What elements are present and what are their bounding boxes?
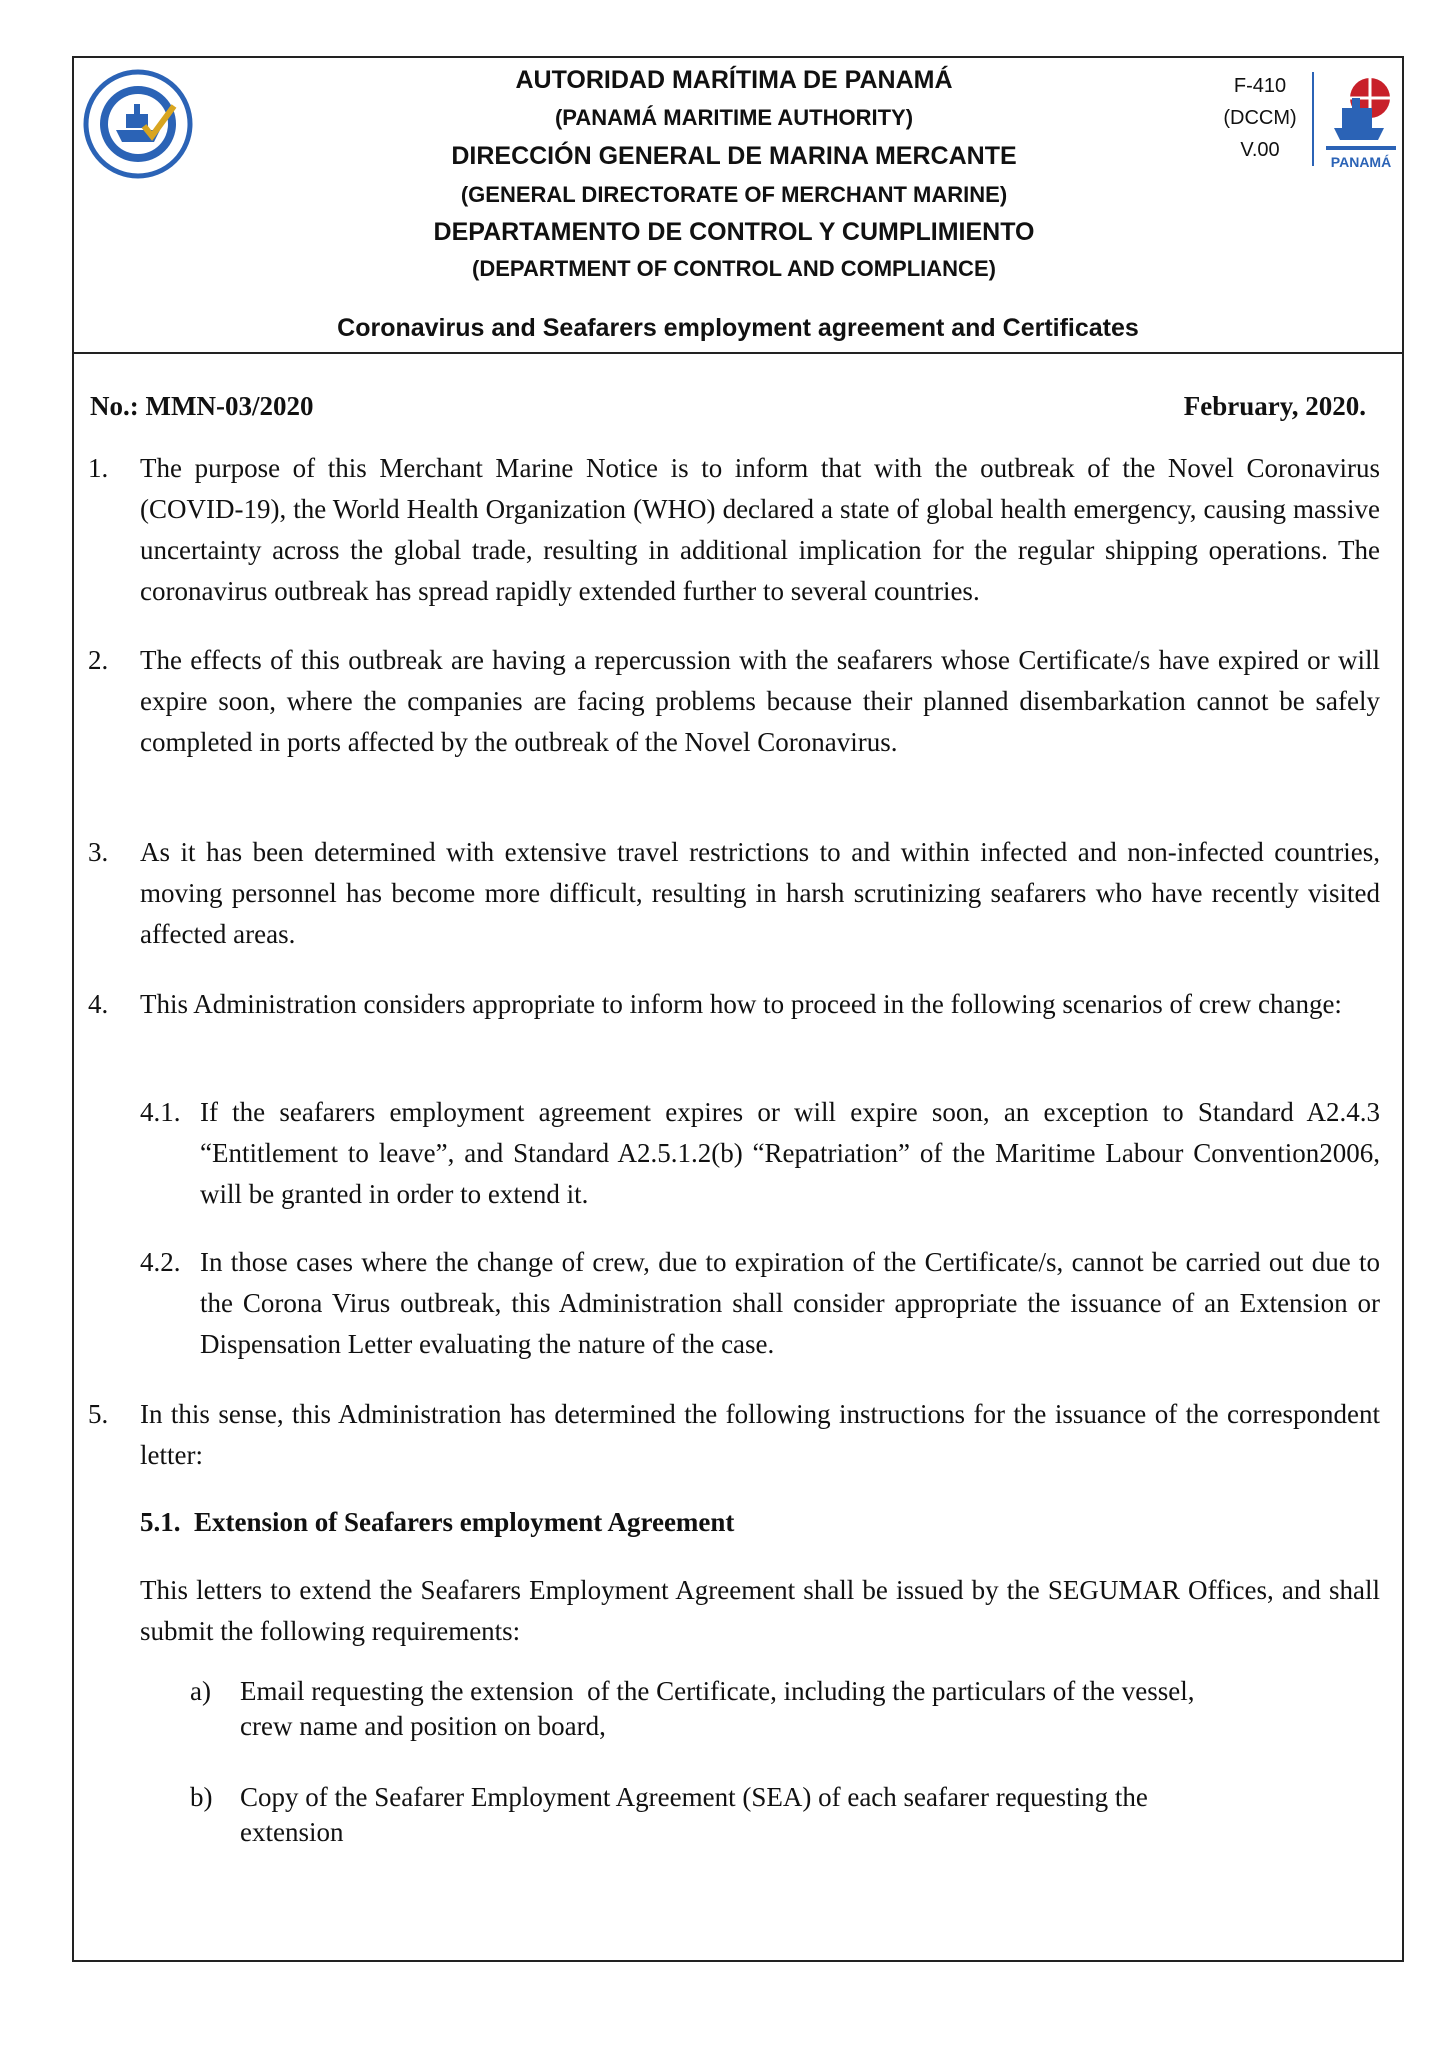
list-item-a bbox=[240, 1674, 1380, 1744]
list-item-line: crew name and position on board, bbox=[240, 1711, 606, 1741]
department-name-en: (DEPARTMENT OF CONTROL AND COMPLIANCE) bbox=[472, 256, 996, 281]
logo-text: PANAMÁ bbox=[1330, 154, 1392, 170]
paragraph-4: This Administration considers appropriate to inform how to proceed in the following scenarios of crew change: bbox=[140, 989, 1342, 1019]
department-name-es: DEPARTAMENTO DE CONTROL Y CUMPLIMIENTO bbox=[433, 218, 1035, 246]
paragraph-number: 1. bbox=[88, 453, 109, 483]
list-item-b bbox=[240, 1780, 1380, 1850]
paragraph-number: 2. bbox=[88, 645, 109, 675]
notice-date: February, 2020. bbox=[1183, 391, 1366, 421]
form-version: V.00 bbox=[1240, 139, 1280, 161]
divider bbox=[1312, 72, 1314, 166]
list-item-line: Copy of the Seafarer Employment Agreement (SEA) of each seafarer requesting the bbox=[240, 1782, 1148, 1812]
directorate-name-en: (GENERAL DIRECTORATE OF MERCHANT MARINE) bbox=[460, 182, 1008, 207]
list-item-label: a) bbox=[190, 1676, 211, 1706]
list-item-label: b) bbox=[190, 1782, 213, 1812]
document-header bbox=[74, 58, 1402, 354]
paragraph-3: As it has been determined with extensive travel restrictions to and within infected and non-infected countries, moving personnel has become more difficult, resulting in harsh scrutinizing seafarers who have recently visited affected areas. bbox=[140, 837, 1380, 949]
notice-number: No.: MMN-03/2020 bbox=[90, 391, 314, 421]
subparagraph-4-1: If the seafarers employment agreement expires or will expire soon, an exception to Standard A2.4.3 “Entitlement to leave”, and Standard A2.5.1.2(b) “Repatriation” of the Maritime Labour Convention2006, will be granted in order to extend it. bbox=[200, 1097, 1380, 1209]
paragraph-1: The purpose of this Merchant Marine Notice is to inform that with the outbreak of the Novel Coronavirus (COVID-19), the World Health Organization (WHO) declared a state of global health emergency, causing massive uncertainty across the global trade, resulting in additional implication for the regular shipping operations. The coronavirus outbreak has spread rapidly extended further to several countries. bbox=[140, 453, 1380, 606]
form-code-block bbox=[1210, 70, 1310, 166]
authority-name-en: (PANAMÁ MARITIME AUTHORITY) bbox=[554, 105, 914, 130]
subparagraph-4-2: In those cases where the change of crew, due to expiration of the Certificate/s, cannot be carried out due to the Corona Virus outbreak, this Administration shall consider appropriate the issuance of an Extension or Dispensation Letter evaluating the nature of the case. bbox=[200, 1247, 1380, 1359]
form-code: F-410 bbox=[1233, 75, 1287, 97]
section-5-1-intro: This letters to extend the Seafarers Employment Agreement shall be issued by the SEGUMAR Offices, and shall submit the following requirements: bbox=[140, 1575, 1380, 1646]
list-item-line: Email requesting the extension of the Certificate, including the particulars of the vessel, bbox=[240, 1676, 1195, 1706]
amp-logo-icon bbox=[1324, 68, 1398, 172]
authority-heading bbox=[374, 58, 1094, 287]
subparagraph-number: 4.2. bbox=[140, 1247, 181, 1277]
paragraph-2: The effects of this outbreak are having a repercussion with the seafarers whose Certificate/s have expired or will expire soon, where the companies are facing problems because their planned disembarkation cannot be safely completed in ports affected by the outbreak of the Novel Coronavirus. bbox=[140, 645, 1380, 757]
list-item-line: extension bbox=[240, 1817, 344, 1847]
paragraph-number: 5. bbox=[88, 1399, 109, 1429]
segumar-seal-icon bbox=[82, 68, 194, 180]
form-dept: (DCCM) bbox=[1223, 107, 1297, 129]
paragraph-5: In this sense, this Administration has determined the following instructions for the issuance of the correspondent letter: bbox=[140, 1399, 1380, 1470]
authority-name-es: AUTORIDAD MARÍTIMA DE PANAMÁ bbox=[515, 66, 953, 94]
subparagraph-number: 4.1. bbox=[140, 1097, 181, 1127]
section-5-1-heading: 5.1. Extension of Seafarers employment Agreement bbox=[140, 1507, 735, 1537]
notice-meta bbox=[90, 391, 1380, 422]
paragraph-number: 4. bbox=[88, 989, 109, 1019]
document-frame bbox=[72, 56, 1404, 1962]
document-title: Coronavirus and Seafarers employment agreement and Certificates bbox=[337, 314, 1139, 342]
directorate-name-es: DIRECCIÓN GENERAL DE MARINA MERCANTE bbox=[451, 142, 1017, 170]
paragraph-number: 3. bbox=[88, 837, 109, 867]
